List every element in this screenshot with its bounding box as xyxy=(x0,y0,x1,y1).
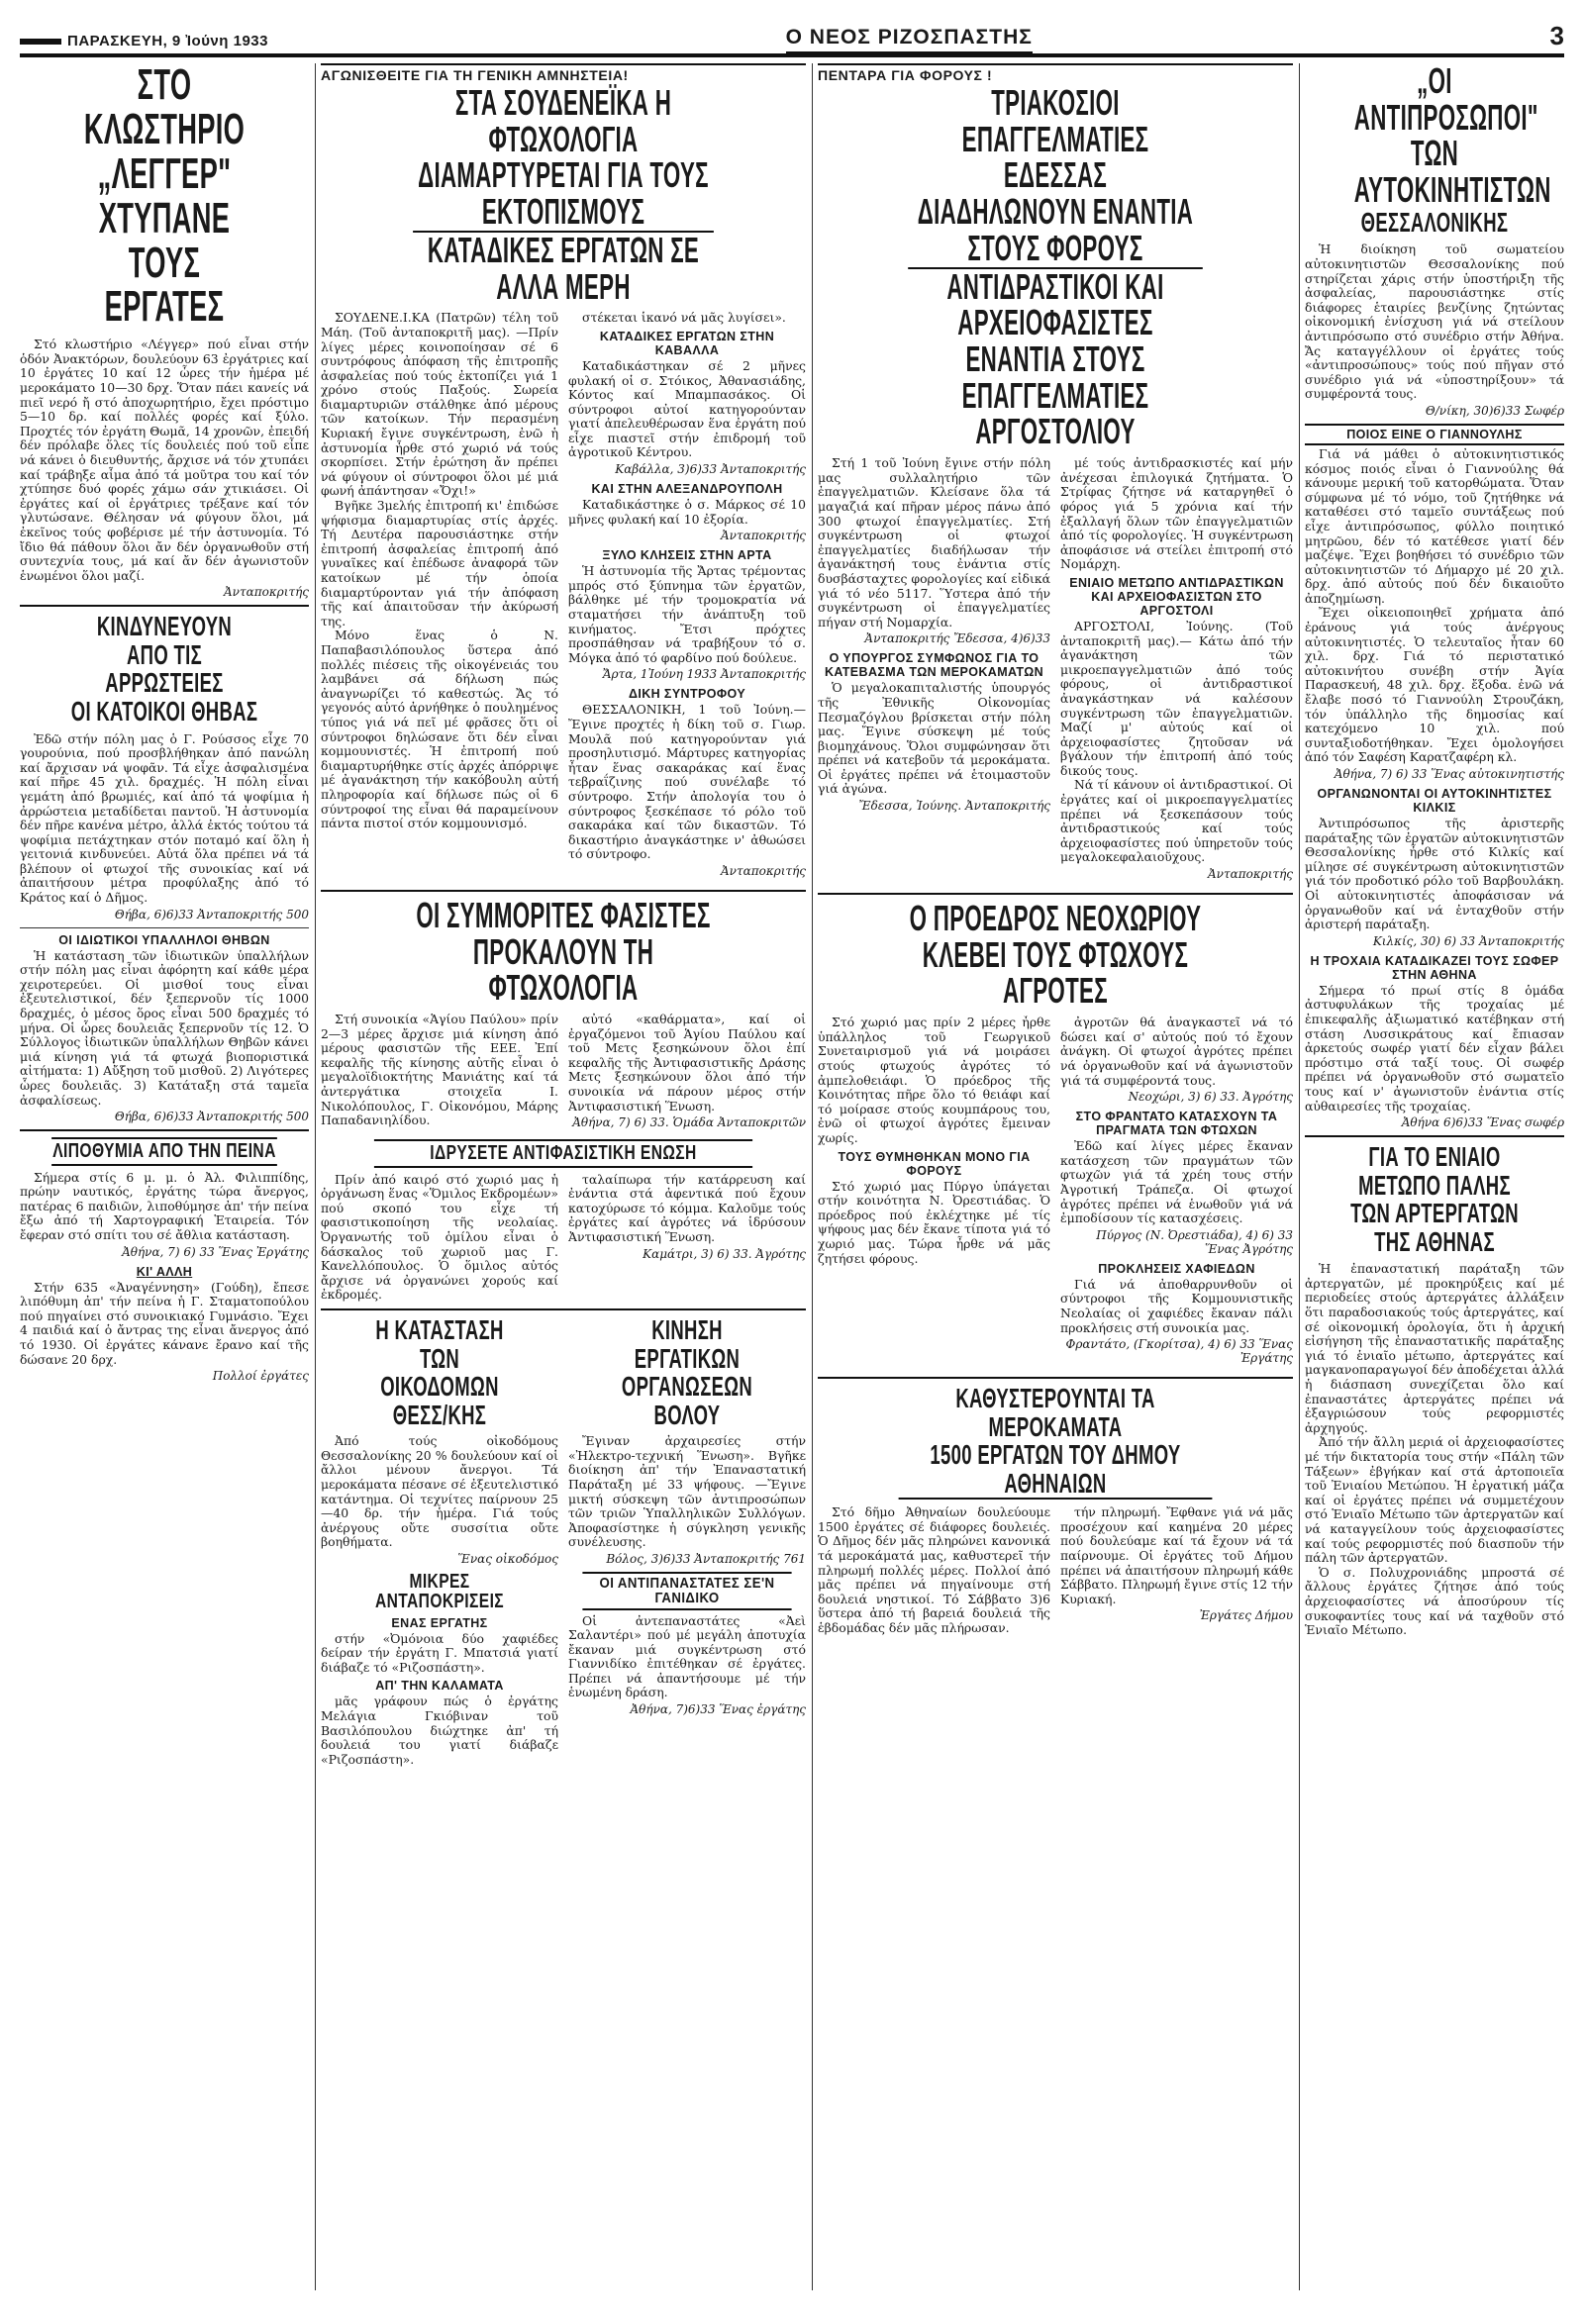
article-text: Γιά νά ἀποθαρρυνθοῦν οἱ σύντροφοι τῆς Κομμουνιστικῆς Νεολαίας οἱ χαφιέδες ἔκαναν πάλι προκλήσεις στή συνοικία μας. xyxy=(1060,1276,1293,1335)
article-text: Βγῆκε 3μελής ἐπιτροπή κι' ἐπιδώσε ψήφισμα διαμαρτυρίας στίς ἀρχές. Τή Δευτέρα παρουσιάστηκε στήν ἐπιτροπή ἀσφαλείας ἐπιτροπή ἀπό γυναῖκες καί ἐπέδωσε ἀναφορά τῶν κατοίκων μέ τήν ὁποία διαμαρτύρονταν γιά τήν ἀπόφαση τῆς καί ἀπαιτοῦσαν τήν ἀκύρωσή της. xyxy=(321,498,558,629)
article-text: Νά τί κάνουν οἱ ἀντιδραστικοί. Οἱ ἐργάτες καί οἱ μικροεπαγγελματίες πρέπει νά ξεσκεπάσουν τούς ἀντιδραστικούς καί τούς ἀρχειοφασίστες πού ὑπηρετοῦν τούς μεγαλοκεφαλαιοῦχους. xyxy=(1060,777,1293,865)
subheading: ΟΡΓΑΝΩΝΟΝΤΑΙ ΟΙ ΑΥΤΟΚΙΝΗΤΙΣΤΕΣ ΚΙΛΚΙΣ xyxy=(1317,787,1552,816)
headline: „ΟΙ ΑΝΤΙΠΡΟΣΩΠΟΙ" xyxy=(1353,63,1538,138)
divider xyxy=(20,927,309,928)
article-text: Ἡ ἀστυνομία τῆς Ἄρτας τρέμοντας μπρός στό ξύπνημα τῶν ἐργατῶν, βάλθηκε μέ τήν τρομοκρατία νά σταματήσει τήν ἀνάπτυξη τοῦ κινήματος. Ἔτσι πρόχτες προσπάθησαν νά τραβήξουν τό σ. Μόγκα ἀπό τό φαρδίνο πού δούλευε. xyxy=(568,563,806,665)
subheading: ΠΟΙΟΣ ΕΙΝΕ Ο ΓΙΑΝΝΟΥΛΗΣ xyxy=(1305,424,1564,445)
decorative-bar xyxy=(20,39,61,45)
headline: ΤΩΝ ΑΡΤΕΡΓΑΤΩΝ ΤΗΣ ΑΘΗΝΑΣ xyxy=(1350,1198,1519,1257)
headline: ΔΙΑΔΗΛΩΝΟΥΝ ΕΝΑΝΤΙΑ ΣΤΟΥΣ ΦΟΡΟΥΣ xyxy=(908,194,1203,268)
column-rule xyxy=(315,63,316,2290)
article-signature: Ἀθήνα, 7)6)33 Ἕνας ἐργάτης xyxy=(630,1702,806,1717)
columns-area xyxy=(20,63,1564,2290)
article-signature: Πύργος (Ν. Ὀρεστιάδα), 4) 6) 33 Ἕνας Ἀγρότης xyxy=(1096,1227,1293,1256)
headline: ΓΙΑ ΤΟ ΕΝΙΑΙΟ ΜΕΤΩΠΟ ΠΑΛΗΣ xyxy=(1358,1141,1511,1201)
column-rule xyxy=(1299,63,1300,2290)
column-1 xyxy=(20,63,309,2290)
subheading: ΑΠ' ΤΗΝ ΚΑΛΑΜΑΤΑ xyxy=(375,1679,504,1694)
article-signature: Καμάτρι, 3) 6) 33. Ἀγρότης xyxy=(643,1246,806,1261)
article-text: τήν πληρωμή. Ἔφθανε γιά νά μᾶς προσέχουν καί καημένα 20 μέρες πού δουλεύαμε καί τά ἔχουν νά τά παίρνουμε. Οἱ ἐργάτες τοῦ Δήμου πρέπει νά ἀπαιτήσουν πληρωμή κάθε Σάββατο. Πληρωμή ἔγινε στίς 12 τήν Κυριακή. xyxy=(1060,1505,1293,1606)
subheading: Ο ΥΠΟΥΡΓΟΣ ΣΥΜΦΩΝΟΣ ΓΙΑ ΤΟ ΚΑΤΕΒΑΣΜΑ ΤΩΝ ΜΕΡΟΚΑΜΑΤΩΝ xyxy=(824,651,1044,680)
headline: ΟΙ ΚΑΤΟΙΚΟΙ ΘΗΒΑΣ xyxy=(70,695,258,726)
two-column-block xyxy=(321,311,806,884)
sub-column xyxy=(818,1505,1050,1635)
article-signature: Ἀθήνα, 7) 6) 33 Ἕνας Ἐργάτης xyxy=(122,1244,309,1259)
column-2 xyxy=(321,63,806,2290)
article-signature: Ἀθήνα, 7) 6) 33 Ἕνας αὐτοκινητιστής xyxy=(1334,767,1564,782)
headline: 1500 ΕΡΓΑΤΩΝ ΤΟΥ ΔΗΜΟΥ ΑΘΗΝΑΙΩΝ xyxy=(899,1441,1213,1500)
subheading: ΟΙ ΙΔΙΩΤΙΚΟΙ ΥΠΑΛΛΗΛΟΙ ΘΗΒΩΝ xyxy=(58,932,270,947)
article-signature: Νεοχώρι, 3) 6) 33. Ἀγρότης xyxy=(1128,1090,1293,1105)
column-rule xyxy=(812,63,813,2290)
subheading: ΕΝΙΑΙΟ ΜΕΤΩΠΟ ΑΝΤΙΔΡΑΣΤΙΚΩΝ ΚΑΙ ΑΡΧΕΙΟΦΑΣΙΣΤΩΝ ΣΤΟ ΑΡΓΟΣΤΟΛΙ xyxy=(1069,575,1284,618)
article-text: ΑΡΓΟΣΤΟΛΙ, Ἰούνης. (Τοῦ ἀνταποκριτῆ μας).— Κάτω ἀπό τήν ἀγανάκτηση τῶν μικροεπαγγελματιῶν ἀπό τούς φόρους, οἱ ἀντιδραστικοί ἀναγκάστηκαν νά καλέσουν συγκέντρωση τῶν ἐπαγγελματιῶν. Μαζί μ' αὐτούς καί οἱ ἀρχειοφασίστες ζητοῦσαν νά βγάλουν τήν ἐπιτροπή ἀπό τούς δικούς τους. xyxy=(1060,618,1293,778)
headline: ΤΟΥΣ ΕΡΓΑΤΕΣ xyxy=(104,238,225,332)
headline: ΑΝΤΙΔΡΑΣΤΙΚΟΙ ΚΑΙ ΑΡΧΕΙΟΦΑΣΙΣΤΕΣ xyxy=(946,265,1164,343)
article-text: Ἔγιναν ἀρχαιρεσίες στήν «Ἠλεκτρο-τεχνική Ἕνωση». Βγῆκε διοίκηση ἀπ' τήν Ἐπαναστατική Παράταξη μέ 33 ψήφους. —Ἔγινε μικτή σύσκεψη τῶν ἀντιπροσώπων τῶν τριῶν Ὑπαλληλικῶν Συλλόγων. Ἀποφασίστηκε ἡ σύγκληση γενικῆς συνέλευσης. xyxy=(568,1433,806,1550)
divider xyxy=(321,1308,806,1310)
article-signature: Βόλος, 3)6)33 Ἀνταποκριτής 761 xyxy=(606,1551,806,1566)
headline: ΑΠΟ ΤΙΣ ΑΡΡΩΣΤΕΙΕΣ xyxy=(105,638,224,699)
issue-date-line xyxy=(20,33,268,53)
article-signature: Ἀνταποκριτής xyxy=(1208,867,1293,882)
article-text: μᾶς γράφουν πώς ὁ ἐργάτης Μελάγια Γκιόβιναν τοῦ Βασιλόπουλου διώχτηκε ἀπ' τή δουλειά του γιατί διάβαζε «Ριζοσπάστη». xyxy=(321,1694,558,1767)
newspaper-page xyxy=(20,14,1564,2290)
divider xyxy=(818,893,1293,895)
masthead xyxy=(20,14,1564,57)
divider xyxy=(321,890,806,892)
headline: ΚΛΕΒΕΙ ΤΟΥΣ ΦΤΩΧΟΥΣ ΑΓΡΟΤΕΣ xyxy=(922,933,1189,1012)
article-text: αὐτό «καθάρματα», καί οἱ ἐργαζόμενοι τοῦ Ἁγίου Παύλου καί τοῦ Μετς ξεσηκώνουν ὅλοι ἐπί κεφαλῆς τῆς Ἀντιφασιστικῆς Δράσης Μετς ξεσηκώνουν ὅλοι ἀπό τήν συνοικία νά πάρουν μέρος στήν Ἀντιφασιστική Ἕνωση. xyxy=(568,1013,806,1114)
subheading: ΞΥΛΟ ΚΛΗΣΕΙΣ ΣΤΗΝ ΑΡΤΑ xyxy=(602,548,772,563)
article-text: Σήμερα τό πρωί στίς 8 ὁμάδα ἀστυφυλάκων τῆς τροχαίας μέ ἐπικεφαλῆς ἀξιωματικό κατέβηκαν στή στάση Λυσσικράτους καί ἔπιασαν ἀρκετούς σωφέρ γιατί δέν εἶχαν βάλει πρόστιμο στά ταξί τους. Οἱ σωφέρ πρέπει νά ὀργανωθοῦν στό σωματεῖο τους καί ν' ἀγωνιστοῦν ἐνάντια στίς αὐθαιρεσίες τῆς τροχαίας. xyxy=(1305,982,1564,1114)
subheading: ΔΙΚΗ ΣΥΝΤΡΟΦΟΥ xyxy=(628,687,746,702)
article-text: Στό κλωστήριο «Λέγγερ» πού εἶναι στήν ὁδόν Ἀνακτόρων, δουλεύουν 63 ἐργάτριες καί 10 ἐργάτες 10 καί 12 ὧρες τήν ἡμέρα μέ μεροκάματο 10—30 δρχ. Ὅταν πάει κανείς νά πιεῖ νερό ἤ στό ἀποχωρητήριο, ἔχει πρόστιμο 5—10 δρ. καί πολλές φορές καί ξύλο. Προχτές τόν ἐργάτη Θωμᾶ, 14 χρονῶν, ἐπειδή δέν πρόλαβε ὅλες τίς δουλειές πού τοῦ εἶπε νά κάνει ὁ διευθυντής, ἄρχισε νά τόν χτυπάει καί τράβηξε αἷμα ἀπό τά μοῦτρα του καί τόν χτύπησε δυό φορές χάμω σάν χτικιάσει. Οἱ ἐργάτες καί οἱ ἐργάτριες τρέξανε καί τόν γλυτώσανε. Θέλησαν νά φύγουν ὅλοι, μά ἐκεῖνος τούς φοβέρισε μέ τήν ἀστυνομία. Τό ἴδιο θά πάθουν ὅλοι ἄν δέν ὀργανωθοῦν στή συντεχνία τους, μά καί ἄν δέν ἀγωνιστοῦν ἑνωμένοι ὅλοι μαζί. xyxy=(20,337,309,583)
article-text: Στή συνοικία «Ἁγίου Παύλου» πρίν 2—3 μέρες ἄρχισε μιά κίνηση ἀπό μέρους φασιστῶν τῆς ΕΕΕ. Ἐπί κεφαλῆς τῆς κίνησης αὐτῆς εἶναι ὁ μεγαλοϊδιοκτήτης Μανιάτης καί τά ἀντεργάτικα στοιχεῖα Ι. Νικολόπουλος, Γ. Οἰκονόμου, Μάρης Παπαδανιηλίδου. xyxy=(321,1013,558,1128)
kicker: ΑΓΩΝΙΣΘΕΙΤΕ ΓΙΑ ΤΗ ΓΕΝΙΚΗ ΑΜΝΗΣΤΕΙΑ! xyxy=(321,63,806,85)
divider xyxy=(20,605,309,607)
article-text: Μόνο ἕνας ὁ Ν. Παπαβασιλόπουλος ὕστερα ἀπό πολλές πιέσεις τῆς οἰκογένειάς του λαμβάνει σά δήλωση πώς ἀναγνωρίζει τό καθεστώς. Ἄς τό γεγονός αὐτό ἀρνήθηκε ὁ πουλημένος τύπος γιά νά πεῖ μέ φρᾶσες ὅτι οἱ σύντροφοι δηλώσανε ὅτι δέν εἶναι κομμουνιστές. Ἡ ἐπιτροπή πού διαμαρτυρήθηκε στίς ἀρχές ἀπόρριψε μέ ἀγανάκτηση τήν κακόβουλη αὐτή πληροφορία καί δήλωσε πώς οἱ 6 σύντροφοί της εἶναι θά παραμείνουν πάντα πιστοί στόν κομμουνισμό. xyxy=(321,628,558,831)
divider xyxy=(20,1129,309,1131)
article-text: Ἡ ἐπαναστατική παράταξη τῶν ἀρτεργατῶν, μέ προκηρύξεις καί μέ περιοδείες στούς ἀρτεργάτες ἀλλάξειν ὅτι παραδοσιακούς τούς ἀρτεργάτες, καί σέ οἰκονομική ὁρολογία, ὅτι ἡ ἀρχική εἰσήγηση τῆς ἐπαναστατικῆς παράταξης γιά τό ἑνιαῖο μέτωπο, ἀρτεργάτες καί μαγκανοπαραγωγοί δέν ἀποδέχεται ἀλλά ἡ διάσπαση συνεχίζεται ὅλο καί ἐπαναστάτες ἀρτεργάτες πρέπει νά ἐξαγριώσουν τούς ρεφορμιστές ἀρχηγούς. xyxy=(1305,1261,1564,1435)
two-column-block xyxy=(818,456,1293,887)
article-signature: Ἀθήνα 6)6)33 Ἕνας σωφέρ xyxy=(1401,1115,1564,1130)
article-signature: Ἀνταποκριτής Ἔδεσσα, 4)6)33 xyxy=(864,631,1050,646)
article-signature: Ἀνταποκριτής xyxy=(721,529,806,543)
two-column-block xyxy=(321,1173,806,1303)
sub-column xyxy=(818,1016,1050,1371)
headline: ΠΡΟΚΑΛΟΥΝ ΤΗ ΦΤΩΧΟΛΟΓΙΑ xyxy=(472,930,654,1009)
article-text: Ἐδῶ στήν πόλη μας ὁ Γ. Ρούσσος εἶχε 70 γουρούνια, πού προσβλήθηκαν ἀπό πανώλη καί ἄρχισαν νά ψοφᾶν. Τά εἶχε ἀσφαλισμένα καί πῆρε 45 χιλ. δραχμές. Ἡ πόλη εἶναι γεμάτη ἀπό βρωμιές, καί ἀπό τά ψοφίμια ἡ ἀρρώστεια μεταδίδεται παντοῦ. Ἡ ἀστυνομία δέν πῆρε κανένα μέτρο, ἀλλά ἐκτός τούτου τά ψοφίμια πετάχτηκαν στόν ποταμό καί ὅλη ἡ γειτονιά κινδυνεύει. Αὐτά ὅλα πρέπει νά τά βλέπουν οἱ φτωχοί τῆς συνοικίας καί νά ἀπαιτήσουν μέτρα προφύλαξης ἀπό τό Κράτος καί ὁ Δῆμος. xyxy=(20,730,309,906)
article-text: ἀγροτῶν θά ἀναγκαστεῖ νά τό δώσει καί σ' αὐτούς πού τό ἔχουν ἀνάγκη. Οἱ φτωχοί ἀγρότες πρέπει νά ὀργανωθοῦν καί νά ἀγωνιστοῦν γιά τά συμφέροντά τους. xyxy=(1060,1016,1293,1088)
headline: ΟΙ ΑΝΤΙΠΑΝΑΣΤΑΤΕΣ ΣΕ'Ν ΓΑΝΙΔΙΚΟ xyxy=(582,1572,791,1610)
article-text: Στή 1 τοῦ Ἰούνη ἔγινε στήν πόλη μας συλλαλητήριο τῶν ἐπαγγελματιῶν. Κλείσανε ὅλα τά μαγαζιά καί πῆραν μέρος πάνω ἀπό 300 φτωχοί ἐπαγγελματίες. Στή συγκέντρωση οἱ φτωχοί ἐπαγγελματίες διαδήλωσαν τήν ἀγανάκτησή τους ἐνάντια στίς δυσβάσταχτες φορολογίες καί εἰδικά γιά τό νέο 5117. Ὕστερα ἀπό τήν συγκέντρωση οἱ ἐπαγγελματίες πήγαν στή Νομαρχία. xyxy=(818,456,1050,629)
article-signature: Θήβα, 6)6)33 Ἀνταποκριτής 500 xyxy=(114,907,309,921)
article-text: Ἡ διοίκηση τοῦ σωματείου αὐτοκινητιστῶν Θεσσαλονίκης πού στηρίζεται χάρις στήν ὑποστήριξη τῆς ἀσφαλείας, παρουσιάστηκε στίς διάφορες ἑταιρίες βενζίνης ζητώντας οἰκονομική ἐνίσχυση γιά νά στείλουν ἀντιπρόσωπο στό συνέδριο στήν Ἀθήνα. Ἄς καταγγέλλουν οἱ ἐργάτες τούς «ἀντιπροσώπους» τούς πού πῆγαν στό συνέδριο γιά νά «ὑποστηρίξουν» τά συμφέροντά τους. xyxy=(1305,242,1564,402)
sub-column xyxy=(321,1013,558,1135)
subheading: ΚΑΙ ΣΤΗΝ ΑΛΕΞΑΝΔΡΟΥΠΟΛΗ xyxy=(591,482,783,497)
article-signature: Ἕνας οἰκοδόμος xyxy=(457,1551,558,1566)
article-text: Σήμερα στίς 6 μ. μ. ὁ Ἀλ. Φιλιππίδης, πρώην ναυτικός, ἐργάτης τώρα ἄνεργος, πατέρας 6 παιδιῶν, λιποθύμησε ἀπ' τήν πείνα ἔξω ἀπό τή Χαρτογραφική Ἑταιρεία. Τόν ἔφεραν στό σπίτι του σέ ἄθλια κατάσταση. xyxy=(20,1169,309,1242)
divider xyxy=(1305,1135,1564,1137)
sub-column xyxy=(1060,1505,1293,1635)
two-column-block xyxy=(321,1013,806,1135)
article-text: ΣΟΥΔΕΝΕ.Ι.ΚΑ (Πατρῶν) τέλη τοῦ Μάη. (Τοῦ ἀνταποκριτῆ μας). —Πρίν λίγες μέρες κοινοποίησαν σέ 6 συντρόφους ἀπόφαση τῆς ἐπιτροπῆς ἀσφαλείας πού τούς ἐκτοπίζει γιά 1 χρόνο στούς Παξούς. Σωρεία διαμαρτυριῶν στάλθηκε ἀπό μέρους τῶν κατοίκων. Τήν περασμένη Κυριακή ἔγινε συγκέντρωση, ἐνῶ ἡ ἀστυνομία ἦρθε στό χωριό νά τούς σκορπίσει. Στήν ἐρώτηση ἄν πρέπει νά φύγουν οἱ σύντροφοι ὅλοι μέ μιά φωνή ἀπάντησαν «Ὄχι!» xyxy=(321,311,558,499)
article-signature: Ἀνταποκριτής xyxy=(224,585,309,600)
subheading: ΚΑΤΑΔΙΚΕΣ ΕΡΓΑΤΩΝ ΣΤΗΝ ΚΑΒΑΛΛΑ xyxy=(599,329,775,357)
kicker: ΠΕΝΤΑΡΑ ΓΙΑ ΦΟΡΟΥΣ ! xyxy=(818,63,1293,85)
article-signature: Καβάλλα, 3)6)33 Ἀνταποκριτής xyxy=(615,462,806,477)
sub-column xyxy=(568,1013,806,1135)
sub-column xyxy=(1060,456,1293,887)
headline: ΚΑΤΑΔΙΚΕΣ ΕΡΓΑΤΩΝ ΣΕ ΑΛΛΑ ΜΕΡΗ xyxy=(427,229,700,307)
article-text: Ὁ μεγαλοκαπιταλιστής ὑπουργός τῆς Ἐθνικῆς Οἰκονομίας Πεσμαζόγλου βρίσκεται στήν πόλη μας. Ἔγινε σύσκεψη μέ τούς βιομηχάνους. Ὅλοι συμφώνησαν ὅτι πρέπει νά κατεβοῦν τά μεροκάματα. Οἱ ἐργάτες πρέπει νά ἑτοιμαστοῦν γιά ἀγώνα. xyxy=(818,680,1050,797)
article-text: Στό δῆμο Ἀθηναίων δουλεύουμε 1500 ἐργάτες σέ διάφορες δουλειές. Ὁ Δῆμος δέν μᾶς πληρώνει κανονικά τά μεροκάματά μας, καθυστερεῖ τήν πληρωμή πολλές μέρες. Πολλοί ἀπό μᾶς πρέπει νά πηγαίνουμε στή δουλειά νηστικοί. Τό Σάββατο 3)6 ὕστερα ἀπό τή βαρειά δουλειά τῆς ἑβδομάδας δέν μᾶς πλήρωσαν. xyxy=(818,1505,1050,1636)
article-text: Ἀντιπρόσωπος τῆς ἀριστερῆς παράταξης τῶν ἐργατῶν αὐτοκινητιστῶν Θεσσαλονίκης ἦρθε στό Κιλκίς καί μίλησε σέ συγκέντρωση αὐτοκινητιστῶν γιά τόν προδοτικό ρόλο τοῦ Βαρβουλάκη. Οἱ αὐτοκινητιστές ἀποφάσισαν νά ὀργανωθοῦν καί νά ἐνταχθοῦν στήν ἀριστερή παράταξη. xyxy=(1305,816,1564,932)
article-text: Οἱ ἀντεπαναστάτες «Ἀεὶ Σαλαντέρι» πού μέ μεγάλη ἀποτυχία ἔκαναν μιά συγκέντρωση στό Γιαννιδίκο ἐπιτέθηκαν σέ ἐργάτες. Πρέπει νά ἀπαντήσουμε μέ τήν ἑνωμένη δράση. xyxy=(568,1612,806,1700)
article-text: Ὁ σ. Πολυχρονιάδης μπροστά σέ ἄλλους ἐργάτες ζήτησε ἀπό τούς ἀρχειοφασίστες νά ἀποσύρουν τίς συκοφαντίες τους καί νά ταχθοῦν στό Ἑνιαῖο Μέτωπο. xyxy=(1305,1564,1564,1638)
article-text: Στό χωριό μας Πύργο ὑπάγεται στήν κοινότητα Ν. Ὀρεστιάδας. Ὁ πρόεδρος πού ἐκλέχτηκε μέ τίς ψήφους μας δέν ἔκανε τίποτα γιά τό χωριό μας. Τώρα ἦρθε νά μᾶς ζητήσει φόρους. xyxy=(818,1178,1050,1266)
sub-column xyxy=(568,311,806,884)
headline: ΚΙΝΗΣΗ ΕΡΓΑΤΙΚΩΝ ΟΡΓΑΝΩΣΕΩΝ ΒΟΛΟΥ xyxy=(621,1315,753,1430)
two-column-block xyxy=(321,1316,806,1767)
sub-column xyxy=(321,311,558,884)
subheading: ΤΟΥΣ ΘΥΜΗΘΗΚΑΝ ΜΟΝΟ ΓΙΑ ΦΟΡΟΥΣ xyxy=(838,1149,1031,1178)
subheading: ΣΤΟ ΦΡΑΝΤΑΤΟ ΚΑΤΑΣΧΟΥΝ ΤΑ ΠΡΑΓΜΑΤΑ ΤΩΝ ΦΤΩΧΩΝ xyxy=(1075,1110,1278,1138)
headline: ΘΕΣΣΑΛΟΝΙΚΗΣ xyxy=(1360,206,1509,238)
article-text: ΘΕΣΣΑΛΟΝΙΚΗ, 1 τοῦ Ἰούνη.— Ἔγινε προχτές ἡ δίκη τοῦ σ. Γιωρ. Μουλᾶ πού κατηγορούνταν γιά προσηλυτισμό. Μάρτυρες κατηγορίας ἦταν ἕνας σακαράκας καί ἕνας τεβραΐζινης πού συνέλαβε τό σύντροφο. Στήν ἀπολογία του ὁ σύντροφος ξεσκέπασε τό ρόλο τοῦ σακαράκα καί τῶν δικαστῶν. Τό δικαστήριο ἀναγκάστηκε ν' ἀθωώσει τό σύντροφο. xyxy=(568,702,806,862)
article-signature: Θήβα, 6)6)33 Ἀνταποκριτής 500 xyxy=(114,1110,309,1124)
article-text: Γιά νά μάθει ὁ αὐτοκινητιστικός κόσμος ποιός εἶναι ὁ Γιαννούλης θά κάνουμε μερική τοῦ κατορθώματα. Ὅταν σύμφωνα μέ τό νόμο, τοῦ ζητήθηκε νά καταθέσει στό ταμεῖο συντάξεως πού εἶχε ἀντιπρόσωπος, φύλλο ποιητικό μητρῶου, δέν τό κατέθεσε γιατί δέν μαζέψε. Ἔχει βοηθήσει τό συνέδριο τῶν αὐτοκινητιστῶν τό Δήμαρχο μέ 20 χιλ. δρχ. ἀπό αὐτούς πού δέν δικαιοῦτο ἀποζημίωση. xyxy=(1305,445,1564,606)
article-text: Ἀπό τούς οἰκοδόμους Θεσσαλονίκης 20 % δουλεύουν καί οἱ ἄλλοι μένουν ἄνεργοι. Τά μεροκάματα πέσανε σέ ἐξευτελιστικό κατάντημα. Οἱ τεχνίτες παίρνουν 25—40 δρ. τήν ἡμέρα. Γιά τούς ἀνέργους οὔτε συσσίτια οὔτε βοηθήματα. xyxy=(321,1433,558,1550)
article-signature: Ἀθήνα, 7) 6) 33. Ὁμάδα Ἀνταποκριτῶν xyxy=(572,1115,806,1130)
article-signature: Ἐργάτες Δήμου xyxy=(1199,1608,1293,1623)
headline: ΜΙΚΡΕΣ ΑΝΤΑΠΟΚΡΙΣΕΙΣ xyxy=(374,1570,505,1613)
article-text: Ἔχει οἰκειοποιηθεῖ χρήματα ἀπό ἐράνους γιά τούς ἀνέργους αὐτοκινητιστές. Ὁ τελευταῖος ἦταν 60 χιλ. δρχ. Γιά τό περιστατικό αὐτοκινήτου συνέβη στήν Ἁγία Παρασκευή, 48 χιλ. δρχ. ἔξοδα. ἐνῶ νά ἔλαβε ποσό τό Γιαννούλη Στρουζάκη, τόν ὑπάλληλο τῆς δημοσίας καί κατεχόμενο 10 χιλ. πού συνταξιοδοτήθηκαν. Ἔχει ὁμολογήσει ἀπό τόν Σαφέση Καρατζαφέρη κλ. xyxy=(1305,605,1564,765)
headline: Ο ΠΡΟΕΔΡΟΣ ΝΕΟΧΩΡΙΟΥ xyxy=(909,898,1202,939)
subheading: ΕΝΑΣ ΕΡΓΑΤΗΣ xyxy=(391,1615,488,1630)
subheading: Η ΤΡΟΧΑΙΑ ΚΑΤΑΔΙΚΑΖΕΙ ΤΟΥΣ ΣΩΦΕΡ ΣΤΗΝ ΑΘΗΝΑ xyxy=(1310,953,1559,982)
sub-column xyxy=(321,1316,558,1767)
headline: ΟΙ ΣΥΜΜΟΡΙΤΕΣ ΦΑΣΙΣΤΕΣ xyxy=(416,894,711,935)
issue-date: ΠΑΡΑΣΚΕΥΗ, 9 Ἰούνη 1933 xyxy=(67,33,268,49)
article-signature: Ἄρτα, 1Ἰούνη 1933 Ἀνταποκριτής xyxy=(602,667,806,682)
headline: ΚΙΝΔΥΝΕΥΟΥΝ xyxy=(96,611,233,642)
article-signature: Πολλοί ἐργάτες xyxy=(212,1369,309,1384)
headline: ΛΙΠΟΘΥΜΙΑ ΑΠΟ ΤΗΝ ΠΕΙΝΑ xyxy=(51,1137,277,1165)
article-text: στέκεται ἱκανό νά μᾶς λυγίσει». xyxy=(582,311,786,326)
article-signature: Κιλκίς, 30) 6) 33 Ἀνταποκριτής xyxy=(1372,933,1564,948)
headline: ΙΔΡΥΣΕΤΕ ΑΝΤΙΦΑΣΙΣΤΙΚΗ ΕΝΩΣΗ xyxy=(374,1139,752,1167)
two-column-block xyxy=(818,1016,1293,1371)
headline: ΔΙΑΜΑΡΤΥΡΕΤΑΙ ΓΙΑ ΤΟΥΣ ΕΚΤΟΠΙΣΜΟΥΣ xyxy=(413,157,714,232)
headline: ΚΑΘΥΣΤΕΡΟΥΝΤΑΙ ΤΑ ΜΕΡΟΚΑΜΑΤΑ xyxy=(955,1383,1155,1442)
article-signature: Φραντάτο, (Γκορίτσα), 4) 6) 33 Ἕνας Ἐργάτης xyxy=(1065,1337,1293,1366)
article-text: ταλαίπωρα τήν κατάρρευση καί ἐνάντια στά ἀφεντικά πού ἔχουν κατοχύρωσε τό κόμμα. Καλοῦμε τούς ἐργάτες καί ἀγρότες νά ἱδρύσουν Ἀντιφασιστική Ἕνωση. xyxy=(568,1172,806,1245)
headline: ΤΡΙΑΚΟΣΙΟΙ ΕΠΑΓΓΕΛΜΑΤΙΕΣ ΕΔΕΣΣΑΣ xyxy=(961,82,1149,196)
sub-column xyxy=(1060,1016,1293,1371)
article-text: στήν «Ὀμόνοια δύο χαφιέδες δείραν τήν ἐργάτη Γ. Μπατσιά γιατί διάβαζε τό «Ριζοσπάστη». xyxy=(321,1630,558,1675)
headline: ΣΤΟ ΚΛΩΣΤΗΡΙΟ xyxy=(83,63,246,153)
two-column-block xyxy=(818,1505,1293,1635)
headline: „ΛΕΓΓΕΡ" ΧΤΥΠΑΝΕ xyxy=(97,148,232,242)
article-signature: Θ/νίκη, 30)6)33 Σωφέρ xyxy=(1425,403,1564,418)
column-3 xyxy=(818,63,1293,2290)
page-number: 3 xyxy=(1549,21,1564,50)
article-text: Στό χωριό μας πρίν 2 μέρες ἦρθε ὑπάλληλος τοῦ Γεωργικοῦ Συνεταιρισμοῦ γιά νά μοιράσει στούς φτωχούς ἀγρότες τό ἀμπελοθειάφι. Ὁ πρόεδρος τῆς Κοινότητας πῆρε ὅλο τό θειάφι καί τό μοίρασε στούς κουμπάρους του, ἐνῶ οἱ φτωχοί ἀγρότες ἔμειναν χωρίς. xyxy=(818,1016,1050,1145)
subheading: ΠΡΟΚΛΗΣΕΙΣ ΧΑΦΙΕΔΩΝ xyxy=(1098,1261,1255,1276)
sub-column xyxy=(321,1173,558,1303)
sub-column xyxy=(568,1316,806,1767)
divider xyxy=(818,1377,1293,1379)
sub-column xyxy=(818,456,1050,887)
headline: Η ΚΑΤΑΣΤΑΣΗ ΤΩΝ ΟΙΚΟΔΟΜΩΝ ΘΕΣΣ/ΚΗΣ xyxy=(375,1315,504,1430)
newspaper-name: Ο ΝΕΟΣ ΡΙΖΟΣΠΑΣΤΗΣ xyxy=(786,26,1033,53)
article-text: Πρίν ἀπό καιρό στό χωριό μας ἡ ὀργάνωση ἕνας «Ὅμιλος Εκδρομέων» πού σκοπό του εἶχε τή φασιστικοποίηση τῆς νεολαίας. Ὀργανωτής τοῦ ὁμίλου εἶναι ὁ δάσκαλος τοῦ χωριοῦ μας Γ. Κανελλόπουλος. Ὁ ὅμιλος αὐτός ἄρχισε νά ὀργανώνει χορούς καί ἐκδρομές. xyxy=(321,1172,558,1303)
column-4 xyxy=(1305,63,1564,2290)
subheading: ΚΙ' ΑΛΛΗ xyxy=(136,1264,193,1279)
article-text: Ἐδῶ καί λίγες μέρες ἔκαναν κατάσχεση τῶν πραγμάτων τῶν φτωχῶν γιά τά χρέη τους στήν Ἀγροτική Τράπεζα. Οἱ φτωχοί ἀγρότες πρέπει νά ἑνωθοῦν γιά νά ἐμποδίσουν τίς κατασχέσεις. xyxy=(1060,1138,1293,1226)
article-signature: Ἀνταποκριτής xyxy=(721,863,806,878)
article-signature: Ἔδεσσα, Ἰούνης. Ἀνταποκριτής xyxy=(858,799,1050,814)
article-text: μέ τούς ἀντιδρασκιστές καί μήν ἀνέχεσαι ἐπιλογικά ζητήματα. Ὁ Στρίφας ζήτησε νά καταργηθεῖ ὁ φόρος γιά 5 χρόνια καί τήν ἐξαλλαγή ὅλων τῶν ἐπαγγελματιῶν ἀπό τίς φορολογίες. Ἡ συγκέντρωση ἀποφάσισε νά στείλει ἐπιτροπή στό Νομάρχη. xyxy=(1060,456,1293,572)
article-text: Ἡ κατάσταση τῶν ἰδιωτικῶν ὑπαλλήλων στήν πόλη μας εἶναι ἀφόρητη καί κάθε μέρα χειροτερεύει. Οἱ μισθοί τους εἶναι ἐξευτελιστικοί, δέν ξεπερνοῦν τίς 1000 δραχμές, ὁ μέσος ὅρος εἶναι 500 δραχμές τό μήνα. Οἱ ὧρες δουλειᾶς ξεπερνοῦν τίς 12. Ὁ Σύλλογος ἰδιωτικῶν ὑπαλλήλων Θηβῶν κάνει μιά κίνηση γιά τά φτωχά βιοποριστικά αἰτήματα: 1) Αὔξηση τοῦ μισθοῦ. 2) Λιγότερες ὧρες δουλειᾶς. 3) Κατάταξη στά ταμεῖα ἀσφαλίσεως. xyxy=(20,947,309,1108)
article-text: Καταδικάστηκαν σέ 2 μῆνες φυλακή οἱ σ. Στόικος, Ἀθανασιάδης, Κόντος καί Μπαμπασάκος. Οἱ σύντροφοι αὐτοί κατηγορούνταν γιατί ἀπελευθέρωσαν ἕνα ἐργάτη πού εἶχε πιαστεῖ στήν ἐπιδρομή τοῦ ἀγροτικοῦ Κέντρου. xyxy=(568,357,806,460)
article-text: Στήν 635 «Ἀναγέννηση» (Γούδη), ἔπεσε λιπόθυμη ἀπ' τήν πείνα ἡ Γ. Σταματοπούλου πού πηγαίνει στό συνοικιακό Γυμνάσιο. Ἔχει 4 παιδιά καί ὁ ἄντρας της εἶναι ἄνεργος ἀπό τό 1930. Οἱ ἐργάτες κάνανε ἔρανο καί τῆς δώσανε 20 δρχ. xyxy=(20,1279,309,1367)
headline: ΕΝΑΝΤΙΑ ΣΤΟΥΣ ΕΠΑΓΓΕΛΜΑΤΙΕΣ ΑΡΓΟΣΤΟΛΙΟΥ xyxy=(961,339,1149,452)
article-text: Ἀπό τήν ἄλλη μεριά οἱ ἀρχειοφασίστες μέ τήν δικτατορία τους στήν «Πάλη τῶν Τάξεων» ἐβγήκαν καί στά ἀρτοποιεῖα τοῦ Ἐνιαίου Μετώπου. Ἡ ἐργατική μάζα καί οἱ ἐργάτες πρέπει νά συμμετέχουν στό Ἑνιαῖο Μέτωπο τῶν ἀρτεργατῶν καί νά καταγγείλουν τούς ἀρχειοφασίστες καί τούς ρεφορμιστές πού διασποῦν τήν πάλη τῶν ἀρτεργατῶν. xyxy=(1305,1434,1564,1566)
headline: ΣΤΑ ΣΟΥΔΕΝΕΪΚΑ Η ΦΤΩΧΟΛΟΓΙΑ xyxy=(454,82,672,159)
sub-column xyxy=(568,1173,806,1303)
article-text: Καταδικάστηκε ὁ σ. Μάρκος σέ 10 μῆνες φυλακή καί 10 ἐξορία. xyxy=(568,497,806,527)
headline: ΤΩΝ ΑΥΤΟΚΙΝΗΤΙΣΤΩΝ xyxy=(1353,133,1551,211)
